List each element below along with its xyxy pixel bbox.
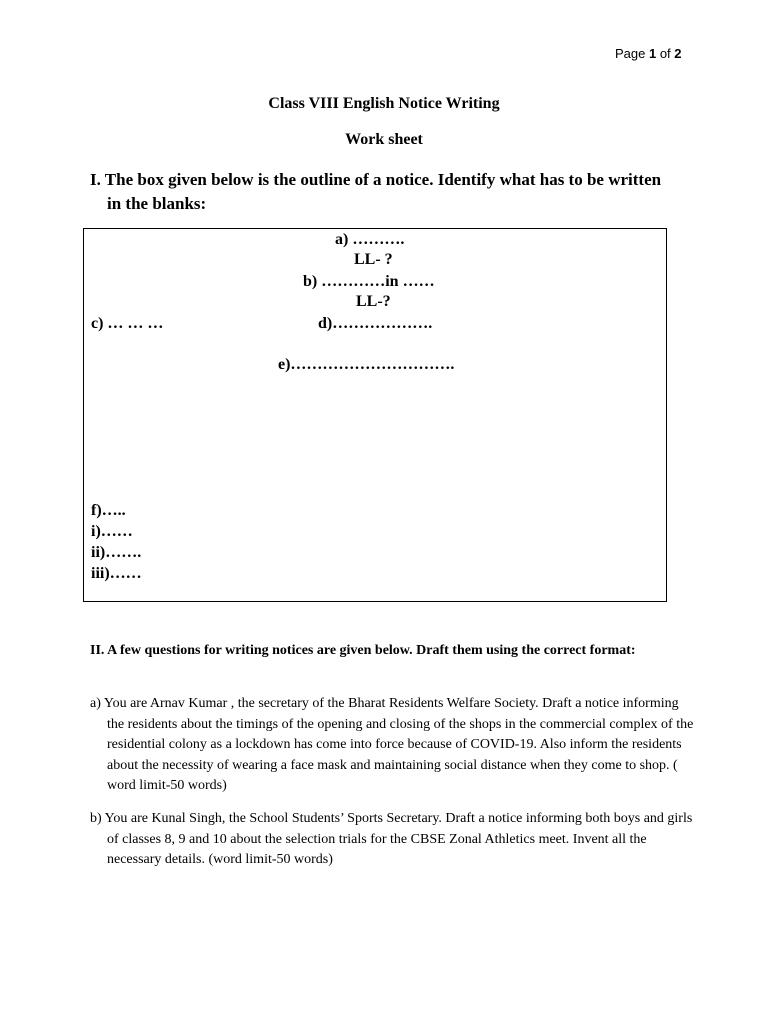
worksheet-subtitle: Work sheet: [345, 131, 423, 148]
line-ll-1: LL- ?: [354, 251, 393, 268]
blank-i: i)……: [91, 523, 133, 540]
question-2-item-a: a) You are Arnav Kumar , the secretary of the Bharat Residents Welfare Society. Draft a notice informing the residents about the timings of the opening and closing of the shops in the commercial complex of the residential colony as a lockdown has come into force because of COVID-19. Also inform the residents about the necessity of wearing a face mask and maintaining social distance when they come to shop. ( word limit-50 words): [90, 696, 694, 793]
page-total: 2: [674, 46, 682, 61]
notice-outline-box: [83, 228, 667, 602]
worksheet-title: Class VIII English Notice Writing: [268, 95, 500, 112]
page-number: [615, 46, 682, 61]
blank-c: c) … … …: [91, 315, 164, 332]
blank-iii: iii)……: [91, 565, 142, 582]
page-current: 1: [648, 46, 657, 61]
question-2-item-b: b) You are Kunal Singh, the School Students’ Sports Secretary. Draft a notice informing both boys and girls of classes 8, 9 and 10 about the selection trials for the CBSE Zonal Athletics meet. Invent all the necessary details. (word limit-50 words): [90, 811, 693, 867]
page-of: of: [656, 46, 675, 61]
blank-b: b) …………in ……: [303, 273, 435, 290]
line-ll-2: LL-?: [356, 293, 391, 310]
question-1: I. The box given below is the outline of a notice. Identify what has to be written in the blanks:: [90, 170, 662, 213]
blank-d: d)……………….: [318, 315, 433, 332]
blank-f: f)…..: [91, 502, 126, 519]
page-label: Page: [615, 46, 649, 61]
question-2: II. A few questions for writing notices are given below. Draft them using the correct format:: [90, 643, 636, 658]
blank-e: e)………………………….: [278, 356, 455, 373]
blank-a: a) ……….: [335, 231, 405, 248]
blank-ii: ii)…….: [91, 544, 142, 561]
